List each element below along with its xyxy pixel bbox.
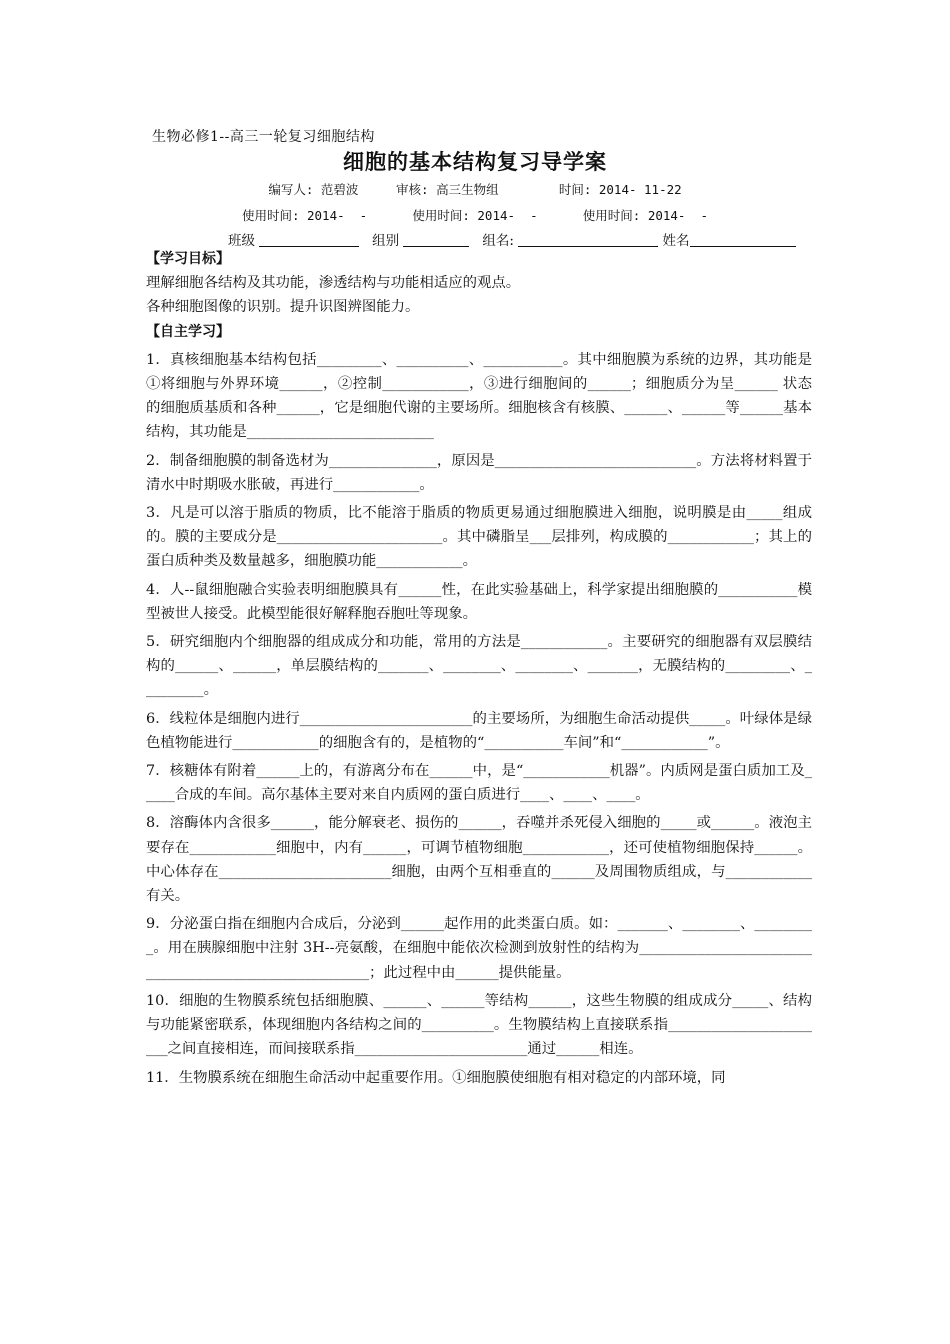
name-label: 姓名	[662, 233, 690, 249]
question-2: 2．制备细胞膜的制备选材为_______________，原因是____________________________。方法将材料置于清水中时期吸水胀破，再进行____________。	[146, 452, 812, 493]
self-study-heading: 【自主学习】	[146, 323, 230, 340]
subject-line: 生物必修1--高三一轮复习细胞结构	[152, 129, 375, 145]
goal-item: 各种细胞图像的识别。提升识图辨图能力。	[146, 299, 420, 316]
question-5: 5．研究细胞内个细胞器的组成成分和功能，常用的方法是____________。主要研究的细胞器有双层膜结构的______、______，单层膜结构的_______、________、________、_______，无膜结构的_________、_________。	[146, 634, 812, 699]
question-7: 7．核糖体有附着______上的，有游离分布在______中，是“____________机器”。内质网是蛋白质加工及_____合成的车间。高尔基体主要对来自内质网的蛋白质进行____、____、____。	[146, 763, 812, 804]
student-info-line	[228, 229, 796, 249]
group-blank[interactable]	[403, 232, 469, 247]
group-label: 组别	[372, 233, 400, 249]
usage-time-1: 使用时间: 2014- -	[241, 208, 368, 223]
document-title: 细胞的基本结构复习导学案	[343, 150, 607, 174]
question-3: 3．凡是可以溶于脂质的物质，比不能溶于脂质的物质更易通过细胞膜进入细胞，说明膜是由_____组成的。膜的主要成分是_______________________。其中磷脂呈___层排列，构成膜的____________；其上的蛋白质种类及数量越多，细胞膜功能____________。	[146, 505, 812, 570]
author-info-line	[0, 180, 950, 198]
reviewer: 审核: 高三生物组	[396, 182, 499, 197]
date: 时间: 2014- 11-22	[558, 182, 682, 197]
question-8: 8．溶酶体内含很多______，能分解衰老、损伤的______，吞噬并杀死侵入细胞的_____或______。液泡主要存在____________细胞中，内有______，可调节植物细胞____________，还可使植物细胞保持______。中心体存在________________________细胞，由两个互相垂直的______及周围物质组成，与____________有关。	[146, 815, 812, 905]
question-10: 10．细胞的生物膜系统包括细胞膜、______、______等结构______，这些生物膜的组成成分_____、结构与功能紧密联系，体现细胞内各结构之间的__________。生物膜结构上直接联系指_______________________之间直接相连，而间接联系指________________________通过______相连。	[146, 992, 812, 1058]
group-name-label: 组名:	[482, 233, 514, 249]
goals-heading: 【学习目标】	[146, 251, 230, 267]
question-6: 6．线粒体是细胞内进行________________________的主要场所，为细胞生命活动提供_____。叶绿体是绿色植物能进行____________的细胞含有的，是植物的“___________车间”和“____________”。	[146, 710, 812, 751]
question-1: 1．真核细胞基本结构包括_________、__________、___________。其中细胞膜为系统的边界，其功能是①将细胞与外界环境______，②控制____________，③进行细胞间的______；细胞质分为呈______ 状态的细胞质基质和各种______，它是细胞代谢的主要场所。细胞核含有核膜、______、______等______基本结构，其功能是__________________________	[146, 351, 812, 441]
class-label: 班级	[228, 233, 255, 249]
question-11: 11．生物膜系统在细胞生命活动中起重要作用。①细胞膜使细胞有相对稳定的内部环境，同	[146, 1069, 726, 1086]
question-4: 4．人--鼠细胞融合实验表明细胞膜具有______性，在此实验基础上，科学家提出细胞膜的___________模型被世人接受。此模型能很好解释胞吞胞吐等现象。	[146, 581, 812, 622]
author: 编写人: 范碧波	[268, 182, 359, 197]
class-blank[interactable]	[259, 232, 359, 247]
goal-item: 理解细胞各结构及其功能，渗透结构与功能相适应的观点。	[146, 275, 521, 292]
name-blank[interactable]	[690, 232, 796, 247]
group-name-blank[interactable]	[518, 232, 658, 247]
usage-time-3: 使用时间: 2014- -	[582, 208, 709, 223]
document-body	[146, 247, 812, 1090]
usage-time-line	[0, 206, 950, 224]
question-9: 9．分泌蛋白指在细胞内合成后，分泌到______起作用的此类蛋白质。如：_______、________、_________。用在胰腺细胞中注射 3H--亮氨酸，在细胞中能依次检测到放射性的结构为_______________________________________________________；此过程中由______提供能量。	[146, 916, 812, 981]
usage-time-2: 使用时间: 2014- -	[412, 208, 538, 223]
